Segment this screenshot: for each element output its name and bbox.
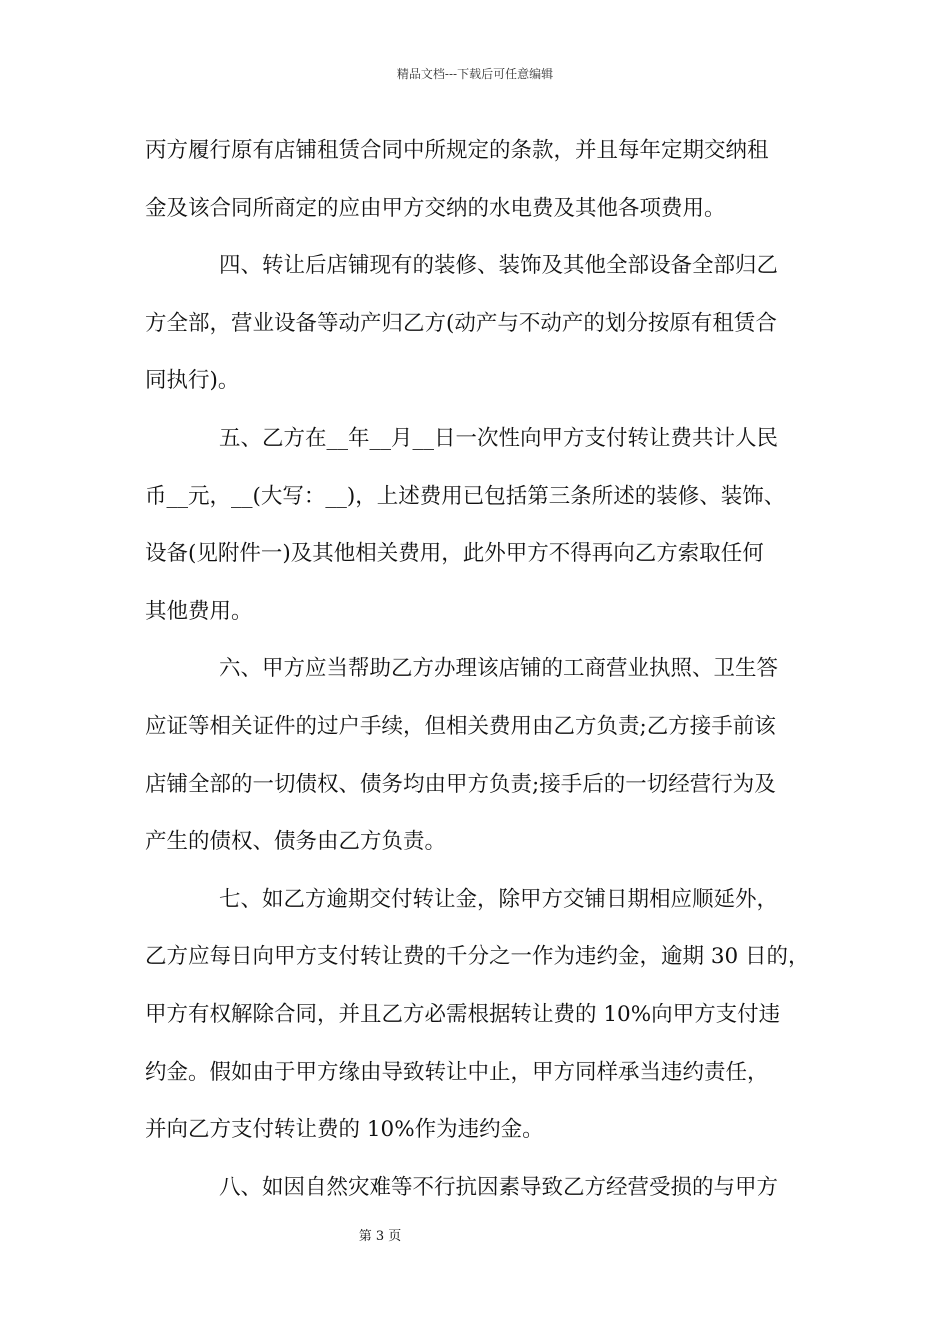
text-line: 设备(见附件一)及其他相关费用，此外甲方不得再向乙方索取任何	[145, 541, 764, 567]
text-line: 八、如因自然灾难等不行抗因素导致乙方经营受损的与甲方	[219, 1174, 779, 1200]
text-line: 甲方有权解除合同，并且乙方必需根据转让费的 10%向甲方支付违	[145, 1001, 781, 1027]
text-line: 应证等相关证件的过户手续，但相关费用由乙方负责;乙方接手前该	[145, 713, 776, 739]
text-line: 店铺全部的一切债权、债务均由甲方负责;接手后的一切经营行为及	[145, 771, 776, 797]
text-line: 金及该合同所商定的应由甲方交纳的水电费及其他各项费用。	[145, 195, 726, 221]
text-line: 乙方应每日向甲方支付转让费的千分之一作为违约金，逾期 30 日的，	[145, 944, 810, 970]
text-line: 同执行)。	[145, 368, 240, 394]
document-body	[145, 127, 827, 1221]
text-line: 币__元，__(大写：__)，上述费用已包括第三条所述的装修、装饰、	[145, 483, 786, 509]
text-line: 产生的债权、债务由乙方负责。	[145, 829, 447, 855]
text-line: 五、乙方在__年__月__日一次性向甲方支付转让费共计人民	[219, 425, 779, 451]
text-line: 七、如乙方逾期交付转让金，除甲方交铺日期相应顺延外，	[219, 886, 779, 912]
text-line: 四、转让后店铺现有的装修、装饰及其他全部设备全部归乙	[219, 253, 779, 279]
text-line: 六、甲方应当帮助乙方办理该店铺的工商营业执照、卫生答	[219, 656, 779, 682]
text-line: 约金。假如由于甲方缘由导致转让中止，甲方同样承当违约责任，	[145, 1059, 769, 1085]
page-header: 精品文档---下载后可任意编辑	[396, 67, 554, 81]
text-line: 方全部，营业设备等动产归乙方(动产与不动产的划分按原有租赁合	[145, 310, 777, 336]
text-line: 丙方履行原有店铺租赁合同中所规定的条款，并且每年定期交纳租	[145, 138, 769, 163]
page-number: 第 3 页	[358, 1229, 402, 1244]
text-line: 其他费用。	[145, 598, 253, 624]
text-line: 并向乙方支付转让费的 10%作为违约金。	[145, 1117, 544, 1143]
